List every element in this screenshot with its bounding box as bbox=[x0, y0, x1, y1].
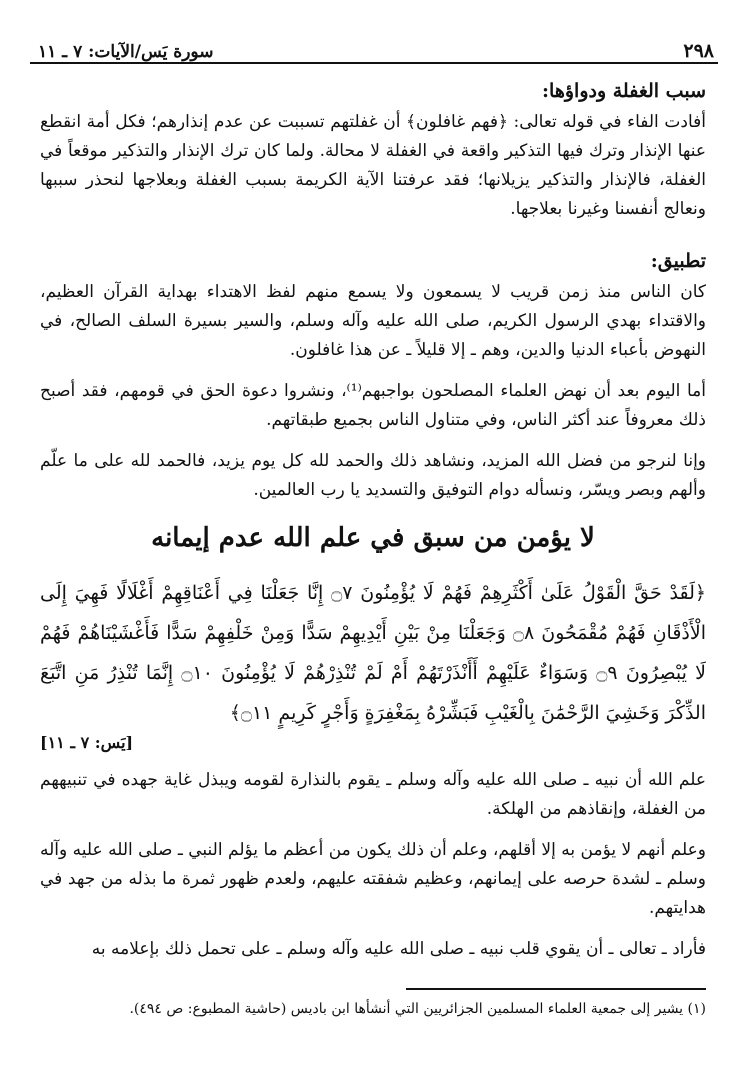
footnote: (١) يشير إلى جمعية العلماء المسلمين الجزائريين التي أنشأها ابن باديس (حاشية المطبوع: ص ٤٩٤). bbox=[129, 1001, 706, 1017]
paragraph-application-3: وإنا لنرجو من فضل الله المزيد، ونشاهد ذلك والحمد لله كل يوم يزيد، فالحمد لله على ما علّم وألهم وبصر ويسّر، ونسأله دوام التوفيق والتسديد يا رب العالمين. bbox=[40, 451, 706, 500]
quran-verse: ﴿لَقَدْ حَقَّ الْقَوْلُ عَلَىٰ أَكْثَرِهِمْ فَهُمْ لَا يُؤْمِنُونَ ۝٧ إِنَّا جَعَلْنَا فِي أَعْنَاقِهِمْ أَغْلَالًا فَهِيَ إِلَى الْأَذْقَانِ فَهُمْ مُقْمَحُونَ ۝٨ وَجَعَلْنَا مِنْ بَيْنِ أَيْدِيهِمْ سَدًّا وَمِنْ خَلْفِهِمْ سَدًّا فَأَغْشَيْنَاهُمْ فَهُمْ لَا يُبْصِرُونَ ۝٩ وَسَوَاءٌ عَلَيْهِمْ أَأَنْذَرْتَهُمْ أَمْ لَمْ تُنْذِرْهُمْ لَا يُؤْمِنُونَ ۝١٠ إِنَّمَا تُنْذِرُ مَنِ اتَّبَعَ الذِّكْرَ وَخَشِيَ الرَّحْمَٰنَ بِالْغَيْبِ فَبَشِّرْهُ بِمَغْفِرَةٍ وَأَجْرٍ كَرِيمٍ ۝١١﴾ bbox=[40, 582, 707, 724]
section-heading-application: تطبيق: bbox=[650, 250, 706, 272]
page-body bbox=[40, 80, 706, 976]
page-number: ٢٩٨ bbox=[683, 40, 714, 62]
verse-reference: [يَس: ٧ ـ ١١] bbox=[40, 733, 134, 752]
section-heading-cause: سبب الغفلة ودواؤها: bbox=[542, 80, 706, 102]
paragraph-application-2: أما اليوم بعد أن نهض العلماء المصلحون بواجبهم⁽¹⁾، ونشروا دعوة الحق في قومهم، فقد أصبح ذلك معروفاً عند أكثر الناس، وفي متناول الناس بجميع طبقاتهم. bbox=[40, 381, 706, 430]
chapter-title: لا يؤمن من سبق في علم الله عدم إيمانه bbox=[151, 523, 595, 553]
paragraph-explanation-3: فأراد ـ تعالى ـ أن يقوي قلب نبيه ـ صلى الله عليه وآله وسلم ـ على تحمل ذلك بإعلامه به bbox=[91, 939, 706, 959]
paragraph-explanation-1: علم الله أن نبيه ـ صلى الله عليه وآله وسلم ـ يقوم بالنذارة لقومه ويبذل غاية جهده في تنبيههم من الغفلة، وإنقاذهم من الهلكة. bbox=[40, 770, 706, 819]
surah-reference: سورة يَس/الآيات: ٧ ـ ١١ bbox=[38, 42, 214, 62]
spacer bbox=[40, 236, 706, 250]
paragraph-cause: أفادت الفاء في قوله تعالى: ﴿فهم غافلون﴾ أن غفلتهم تسببت عن عدم إنذارهم؛ فكل أمة انقطع عنها الإنذار وترك فيها التذكير واقعة في الغفلة لا محالة. ولما كان ترك الإنذار والتذكير موقعاً في الغفلة، فالإنذار والتذكير يزيلانها؛ فقد عرفتنا الآية الكريمة بسبب الغفلة وبعلاجها لنحذر سببها ونعالج أنفسنا وغيرنا بعلاجها. bbox=[40, 112, 706, 219]
paragraph-application-1: كان الناس منذ زمن قريب لا يسمعون ولا يسمع منهم لفظ الاهتداء بهداية القرآن العظيم، والاقتداء بهدي الرسول الكريم، صلى الله عليه وآله وسلم، والسير بسيرة السلف الصالح، في النهوض بأعباء الدنيا والدين، وهم ـ إلا قليلاً ـ عن هذا غافلون. bbox=[40, 282, 706, 360]
footnote-divider bbox=[406, 988, 706, 990]
running-header bbox=[38, 30, 714, 62]
header-divider bbox=[30, 62, 718, 64]
paragraph-explanation-2: وعلم أنهم لا يؤمن به إلا أقلهم، وعلم أن ذلك يكون من أعظم ما يؤلم النبي ـ صلى الله عليه وآله وسلم ـ لشدة حرصه على إيمانهم، وعظيم شفقته عليهم، ولعدم ظهور ثمرة ما بذله من جهد في هدايتهم. bbox=[40, 840, 706, 918]
